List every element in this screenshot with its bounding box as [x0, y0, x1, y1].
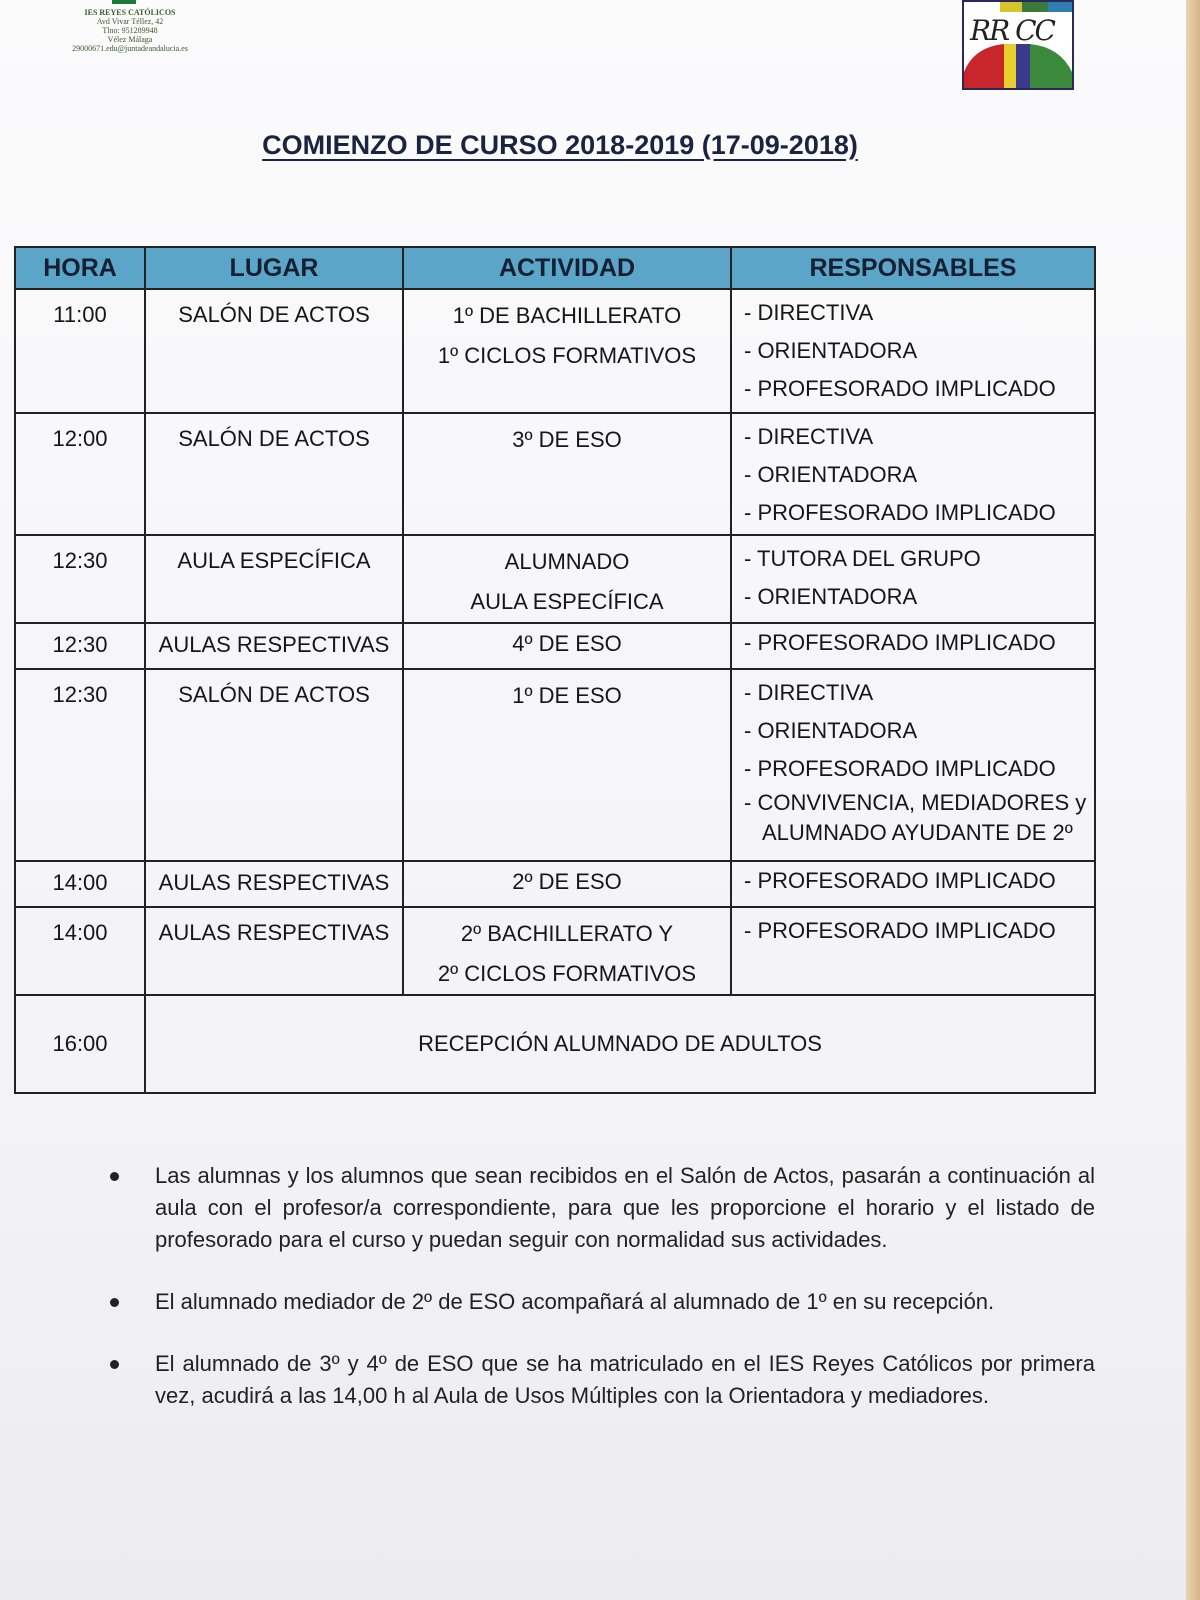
- responsable-line: - TUTORA DEL GRUPO: [744, 546, 981, 571]
- header-lugar: LUGAR: [145, 247, 403, 289]
- table-row: [15, 535, 1095, 623]
- responsable-line: - ORIENTADORA: [744, 718, 918, 743]
- responsable-line: ALUMNADO AYUDANTE DE 2º: [762, 820, 1073, 845]
- note-text: El alumnado mediador de 2º de ESO acompañará al alumnado de 1º en su recepción.: [155, 1289, 995, 1314]
- school-city-line: Vélez Málaga: [107, 35, 153, 44]
- notes-list: [110, 1160, 1095, 1442]
- responsable-line: - PROFESORADO IMPLICADO: [744, 868, 1056, 893]
- cell-hora: 12:30: [15, 669, 145, 861]
- bullet-icon: [110, 1172, 119, 1181]
- table-row: [15, 289, 1095, 413]
- cell-lugar: AULAS RESPECTIVAS: [145, 623, 403, 669]
- school-emblem-mark: [112, 0, 136, 4]
- actividad-line: 2º CICLOS FORMATIVOS: [437, 961, 697, 986]
- cell-hora: 12:30: [15, 535, 145, 623]
- header-hora: HORA: [15, 247, 145, 289]
- responsable-line: - PROFESORADO IMPLICADO: [744, 376, 1056, 401]
- responsable-line: - DIRECTIVA: [744, 680, 874, 705]
- actividad-line: 2º DE ESO: [512, 869, 622, 894]
- responsable-line: - DIRECTIVA: [744, 424, 874, 449]
- cell-actividad: [403, 289, 731, 413]
- responsable-line: - DIRECTIVA: [744, 300, 874, 325]
- actividad-line: ALUMNADO: [504, 549, 630, 574]
- logo-letters: RR CC: [970, 14, 1054, 47]
- cell-responsables: [731, 861, 1095, 907]
- bullet-icon: [110, 1360, 119, 1369]
- cell-actividad: [403, 413, 731, 535]
- cell-actividad: [403, 907, 731, 995]
- cell-actividad: [403, 861, 731, 907]
- responsable-line: - PROFESORADO IMPLICADO: [744, 500, 1056, 525]
- cell-lugar: SALÓN DE ACTOS: [145, 669, 403, 861]
- note-text: El alumnado de 3º y 4º de ESO que se ha matriculado en el IES Reyes Católicos por primera vez, acudirá a las 14,00 h al Aula de Usos Múltiples con la Orientadora y mediadores.: [155, 1351, 1095, 1408]
- cell-responsables: [731, 535, 1095, 623]
- cell-hora: 16:00: [15, 995, 145, 1093]
- cell-hora: 12:30: [15, 623, 145, 669]
- note-text: Las alumnas y los alumnos que sean recibidos en el Salón de Actos, pasarán a continuación al aula con el profesor/a correspondiente, para que les proporcione el horario y el listado de profesorado para el curso y puedan seguir con normalidad sus actividades.: [155, 1163, 1095, 1252]
- list-item: [110, 1348, 1095, 1412]
- school-phone-line: Tlno: 951289948: [102, 26, 158, 35]
- table-row: [15, 623, 1095, 669]
- list-item: [110, 1160, 1095, 1256]
- responsable-line: - ORIENTADORA: [744, 584, 918, 609]
- cell-actividad: [403, 535, 731, 623]
- responsable-line: - PROFESORADO IMPLICADO: [744, 756, 1056, 781]
- school-address-line: Avd Vivar Téllez, 42: [96, 17, 164, 26]
- table-header-row: [15, 247, 1095, 289]
- table-row-final: [15, 995, 1095, 1093]
- actividad-line: 3º DE ESO: [512, 427, 622, 452]
- list-item: [110, 1286, 1095, 1318]
- school-header: [55, 8, 205, 53]
- school-name: IES REYES CATÓLICOS: [84, 8, 176, 17]
- cell-actividad: [403, 623, 731, 669]
- cell-hora: 14:00: [15, 861, 145, 907]
- header-responsables: RESPONSABLES: [731, 247, 1095, 289]
- bullet-icon: [110, 1298, 119, 1307]
- actividad-line: 2º BACHILLERATO Y: [460, 921, 674, 946]
- actividad-line: AULA ESPECÍFICA: [470, 589, 664, 614]
- actividad-line: 1º CICLOS FORMATIVOS: [437, 343, 697, 368]
- cell-lugar: SALÓN DE ACTOS: [145, 289, 403, 413]
- school-logo: [962, 0, 1074, 90]
- cell-lugar: AULA ESPECÍFICA: [145, 535, 403, 623]
- responsable-line: - ORIENTADORA: [744, 462, 918, 487]
- responsable-line: - PROFESORADO IMPLICADO: [744, 630, 1056, 655]
- page-title: COMIENZO DE CURSO 2018-2019 (17-09-2018): [262, 130, 858, 160]
- cell-responsables: [731, 413, 1095, 535]
- responsable-line: - ORIENTADORA: [744, 338, 918, 363]
- table-row: [15, 669, 1095, 861]
- page-edge: [1186, 0, 1200, 1600]
- cell-lugar: SALÓN DE ACTOS: [145, 413, 403, 535]
- cell-responsables: [731, 669, 1095, 861]
- cell-responsables: [731, 907, 1095, 995]
- schedule-table: [14, 246, 1096, 1094]
- header-actividad: ACTIVIDAD: [403, 247, 731, 289]
- responsable-line: - PROFESORADO IMPLICADO: [744, 918, 1056, 943]
- table-row: [15, 413, 1095, 535]
- actividad-line: 1º DE ESO: [512, 683, 622, 708]
- cell-actividad: [403, 669, 731, 861]
- cell-hora: 14:00: [15, 907, 145, 995]
- table-row: [15, 907, 1095, 995]
- cell-responsables: [731, 289, 1095, 413]
- table-row: [15, 861, 1095, 907]
- responsable-line: - CONVIVENCIA, MEDIADORES y: [744, 790, 1087, 815]
- cell-recepcion-adultos: RECEPCIÓN ALUMNADO DE ADULTOS: [145, 995, 1095, 1093]
- cell-lugar: AULAS RESPECTIVAS: [145, 907, 403, 995]
- school-email-line: 29000671.edu@juntadeandalucia.es: [72, 44, 188, 53]
- actividad-line: 4º DE ESO: [512, 631, 622, 656]
- cell-hora: 11:00: [15, 289, 145, 413]
- cell-lugar: AULAS RESPECTIVAS: [145, 861, 403, 907]
- cell-hora: 12:00: [15, 413, 145, 535]
- actividad-line: 1º DE BACHILLERATO: [452, 303, 682, 328]
- cell-responsables: [731, 623, 1095, 669]
